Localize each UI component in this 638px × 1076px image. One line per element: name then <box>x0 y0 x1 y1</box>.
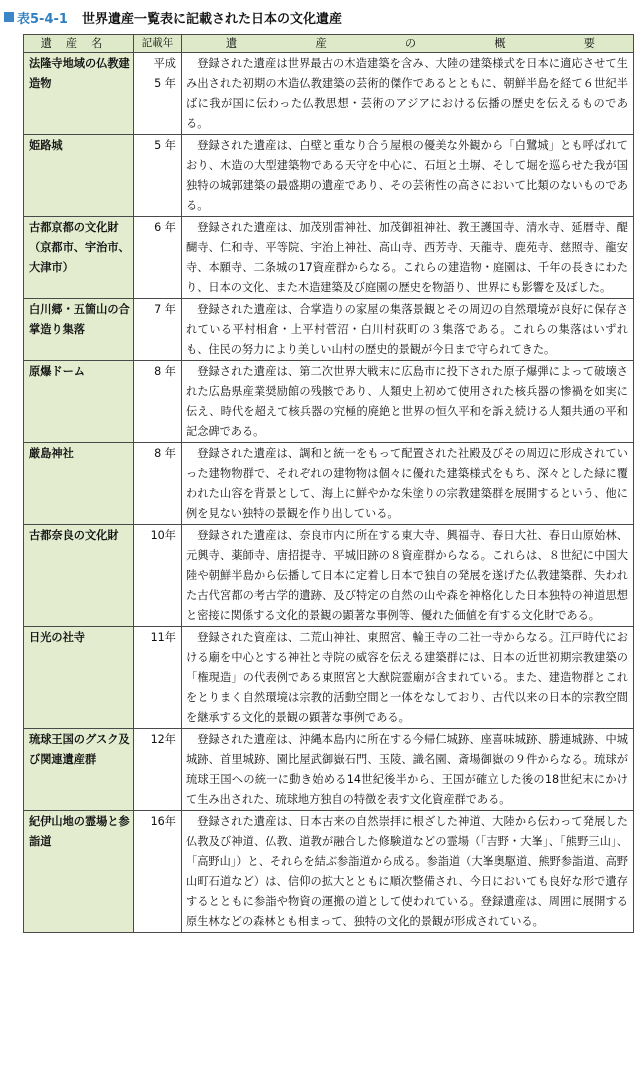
heritage-name: 白川郷・五箇山の合掌造り集落 <box>24 299 134 361</box>
heritage-description: 登録された遺産は、沖縄本島内に所在する今帰仁城跡、座喜味城跡、勝連城跡、中城城跡、首里城跡、園比屋武御嶽石門、玉陵、識名園、斎場御嶽の９件からなる。琉球が琉球王国への統一に動き始める14世紀後半から、王国が確立した後の18世紀末にかけて生み出された、琉球地方独自の特徴を表す文化資産群である。 <box>182 729 634 811</box>
heritage-description: 登録された遺産は、調和と統一をもって配置された社殿及びその周辺に形成されていった建物物群で、それぞれの建物物は個々に優れた建築様式をもち、深々とした緑に覆われた山容を背景として、海上に鮮やかな朱塗りの宗教建築群を展開するという、他に例を見ない独特の景観を作り出している。 <box>182 443 634 525</box>
heritage-name: 厳島神社 <box>24 443 134 525</box>
inscription-year: 10年 <box>134 525 182 627</box>
heritage-description: 登録された遺産は、奈良市内に所在する東大寺、興福寺、春日大社、春日山原始林、元興寺、薬師寺、唐招提寺、平城旧跡の８資産群からなる。これらは、８世紀に中国大陸や朝鮮半島から伝播して日本に定着し日本で独自の発展を遂げた仏教建築群、失われた古代宮都の考古学的遺跡、及び特定の自然の山や森を神格化した日本独特の神道思想と密接に関係する文化的景観の顕著な事例等、優れた価値を有する文化財である。 <box>182 525 634 627</box>
heritage-name: 日光の社寺 <box>24 627 134 729</box>
table-title: 世界遺産一覧表に記載された日本の文化遺産 <box>81 11 342 27</box>
inscription-year: 7 年 <box>134 299 182 361</box>
heritage-description: 登録された遺産は、白壁と重なり合う屋根の優美な外観から「白鷺城」とも呼ばれており、木造の大型建築物である天守を中心に、石垣と土塀、そして堀を巡らせた我が国独特の城郭建築の最盛期の遺産であり、その芸術性の高さにおいて比類のないものである。 <box>182 135 634 217</box>
square-bullet-icon <box>4 12 14 22</box>
table-row <box>24 443 634 525</box>
table-row <box>24 53 634 135</box>
inscription-year: 16年 <box>134 811 182 933</box>
heritage-description: 登録された資産は、二荒山神社、東照宮、輪王寺の二社一寺からなる。江戸時代における廟を中心とする神社と寺院の威容を伝える建築群には、日本の近世初期宗教建築の「権現造」の代表例である東照宮と大猷院霊廟が含まれている。また、建造物群とこれをとりまく自然環境は宗教的活動空間と一体をなしており、古代以来の日本的宗教空間を継承する文化的景観の顕著な事例である。 <box>182 627 634 729</box>
header-name: 遺産名 <box>24 35 134 53</box>
table-row <box>24 525 634 627</box>
table-row <box>24 217 634 299</box>
heritage-table <box>23 34 634 933</box>
heritage-name: 姫路城 <box>24 135 134 217</box>
heritage-description: 登録された遺産は、合掌造りの家屋の集落景観とその周辺の自然環境が良好に保存されている平村相倉・上平村菅沼・白川村荻町の３集落である。これらの集落はいずれも、住民の努力により美しい山村の歴史的景観が今日まで守られてきた。 <box>182 299 634 361</box>
table-row <box>24 729 634 811</box>
heritage-description: 登録された遺産は、加茂別雷神社、加茂御祖神社、教王護国寺、清水寺、延暦寺、醍醐寺、仁和寺、平等院、宇治上神社、高山寺、西芳寺、天龍寺、鹿苑寺、慈照寺、龍安寺、本願寺、二条城の17資産群からなる。これらの建造物・庭園は、千年の長きにわたり、日本の文化、また木造建築及び庭園の歴史を物語り、世界にも影響を及ぼした。 <box>182 217 634 299</box>
table-number: 表5-4-1 <box>17 11 68 27</box>
heritage-name: 原爆ドーム <box>24 361 134 443</box>
inscription-year: 8 年 <box>134 361 182 443</box>
table-row <box>24 299 634 361</box>
table-row <box>24 361 634 443</box>
header-description: 遺産の概要 <box>182 35 634 53</box>
table-header-row <box>24 35 634 53</box>
heritage-name: 紀伊山地の霊場と参詣道 <box>24 811 134 933</box>
header-year: 記載年 <box>134 35 182 53</box>
inscription-year: 8 年 <box>134 443 182 525</box>
heritage-name: 古都京都の文化財（京都市、宇治市、大津市） <box>24 217 134 299</box>
inscription-year: 11年 <box>134 627 182 729</box>
heritage-name: 古都奈良の文化財 <box>24 525 134 627</box>
inscription-year: 平成 5 年 <box>134 53 182 135</box>
heritage-description: 登録された遺産は、第二次世界大戦末に広島市に投下された原子爆弾によって破壊された広島県産業奨励館の残骸であり、人類史上初めて使用された核兵器の惨禍を如実に伝え、時代を超えて核兵器の究極的廃絶と世界の恒久平和を訴え続ける人類共通の平和記念碑である。 <box>182 361 634 443</box>
heritage-description: 登録された遺産は、日本古来の自然崇拝に根ざした神道、大陸から伝わって発展した仏教及び神道、仏教、道教が融合した修験道などの霊場（「吉野・大峯」、「熊野三山」、「高野山」）と、それらを結ぶ参詣道から成る。参詣道（大峯奥駆道、熊野参詣道、高野山町石道など）は、信仰の拡大とともに順次整備され、今日においても良好な形で遺存するとともに参詣や物資の運搬の道として使われている。登録遺産は、周囲に展開する原生林などの森林とも相まって、独特の文化的景観が形成されている。 <box>182 811 634 933</box>
heritage-description: 登録された遺産は世界最古の木造建築を含み、大陸の建築様式を日本に適応させて生み出された初期の木造仏教建築の芸術的傑作であるとともに、朝鮮半島を経て６世紀半ばに我が国に伝わった仏教思想・芸術のアジアにおける伝播の歴史を伝えるものである。 <box>182 53 634 135</box>
heritage-name: 法隆寺地域の仏教建造物 <box>24 53 134 135</box>
heritage-name: 琉球王国のグスク及び関連遺産群 <box>24 729 134 811</box>
table-row <box>24 135 634 217</box>
inscription-year: 5 年 <box>134 135 182 217</box>
inscription-year: 6 年 <box>134 217 182 299</box>
table-caption <box>4 6 342 28</box>
table-row <box>24 811 634 933</box>
inscription-year: 12年 <box>134 729 182 811</box>
table-row <box>24 627 634 729</box>
